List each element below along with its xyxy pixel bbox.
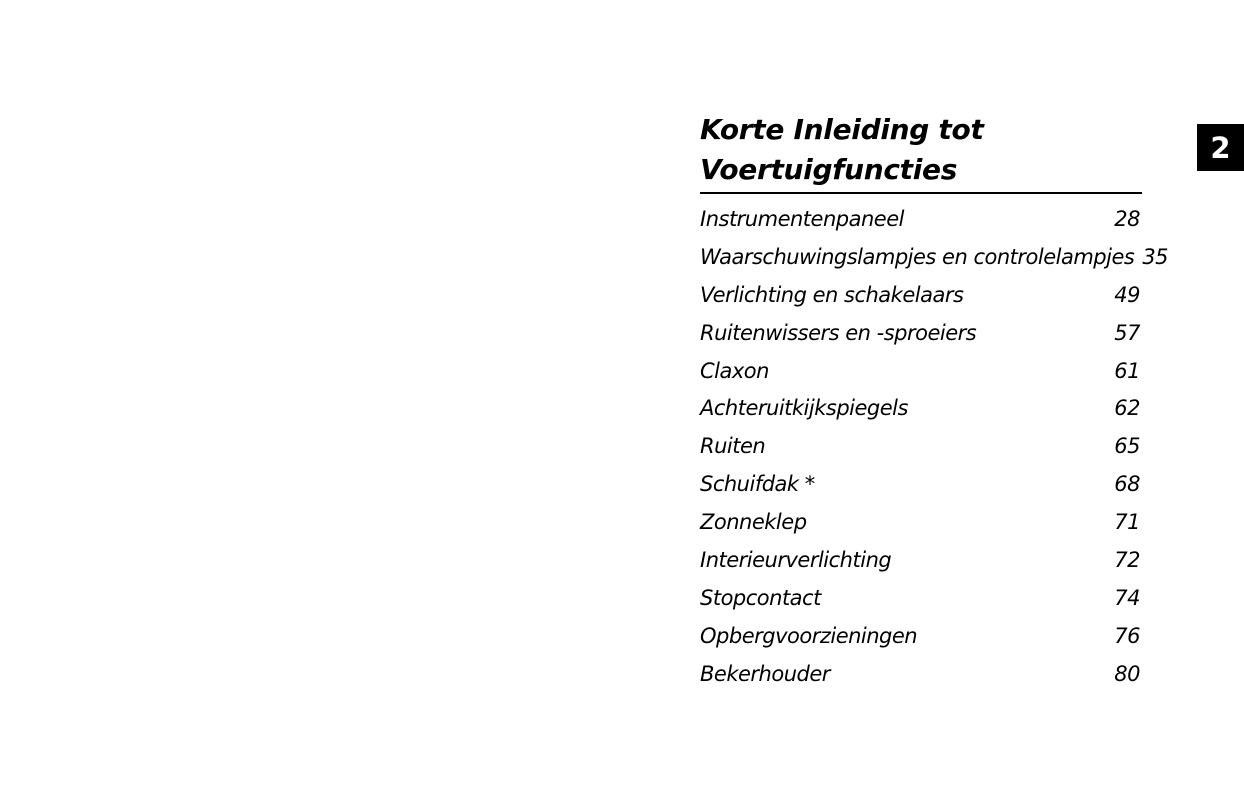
toc-item-page: 80: [1114, 661, 1140, 686]
toc-item-label: Ruiten: [700, 434, 766, 459]
toc-item-claxon[interactable]: [700, 359, 1140, 397]
toc-item-stopcontact[interactable]: [700, 586, 1140, 624]
toc-item-label: Opbergvoorzieningen: [700, 623, 918, 648]
page-title-text: [700, 110, 1142, 190]
toc-item-page: 71: [1114, 510, 1140, 535]
toc-item-page: 65: [1114, 434, 1140, 459]
toc-item-page: 68: [1114, 472, 1140, 497]
toc-item-ruiten[interactable]: [700, 434, 1140, 472]
toc-item-page: 28: [1114, 207, 1140, 231]
toc-item-label: Zonneklep: [700, 510, 807, 535]
page-title-line-1: Korte Inleiding tot: [700, 113, 984, 146]
toc-item-ruitenwissers[interactable]: [700, 321, 1140, 359]
toc-item-waarschuwingslampjes[interactable]: [700, 244, 1169, 283]
chapter-number: 2: [1210, 130, 1231, 165]
toc-item-label: Instrumentenpaneel: [700, 207, 904, 231]
toc-item-page: 57: [1114, 320, 1140, 345]
toc-item-label: Schuifdak *: [700, 472, 815, 497]
toc-item-label: Stopcontact: [700, 585, 821, 610]
toc-item-label: Interieurverlichting: [700, 548, 892, 573]
toc-item-interieurverlichting[interactable]: [700, 548, 1140, 586]
toc-item-achteruitkijkspiegels[interactable]: [700, 396, 1140, 434]
toc-item-page: 35: [1142, 244, 1169, 269]
toc-item-page: 62: [1114, 396, 1140, 421]
toc-item-label: Achteruitkijkspiegels: [700, 396, 908, 421]
toc-item-zonneklep[interactable]: [700, 510, 1140, 548]
page-title: [700, 110, 1142, 190]
toc-item-schuifdak[interactable]: [700, 472, 1140, 510]
toc-item-verlichting[interactable]: [700, 283, 1140, 321]
toc-item-page: 74: [1114, 585, 1140, 610]
toc-item-label: Verlichting en schakelaars: [700, 282, 964, 307]
toc-item-page: 49: [1114, 282, 1140, 307]
toc-item-label: Waarschuwingslampjes en controlelampjes: [700, 244, 1135, 269]
toc-item-page: 76: [1114, 623, 1140, 648]
chapter-tab: [1197, 124, 1244, 171]
toc-item-page: 61: [1114, 358, 1140, 383]
table-of-contents: [700, 207, 1169, 700]
toc-item-opbergvoorzieningen[interactable]: [700, 624, 1140, 662]
toc-item-bekerhouder[interactable]: [700, 662, 1140, 700]
toc-item-label: Ruitenwissers en -sproeiers: [700, 320, 977, 345]
toc-item-page: 72: [1114, 548, 1140, 573]
toc-item-instrumentenpaneel[interactable]: [700, 207, 1140, 245]
title-divider: [700, 192, 1142, 194]
toc-item-label: Bekerhouder: [700, 661, 830, 686]
page-title-line-2: Voertuigfuncties: [700, 153, 958, 186]
toc-item-label: Claxon: [700, 358, 769, 383]
